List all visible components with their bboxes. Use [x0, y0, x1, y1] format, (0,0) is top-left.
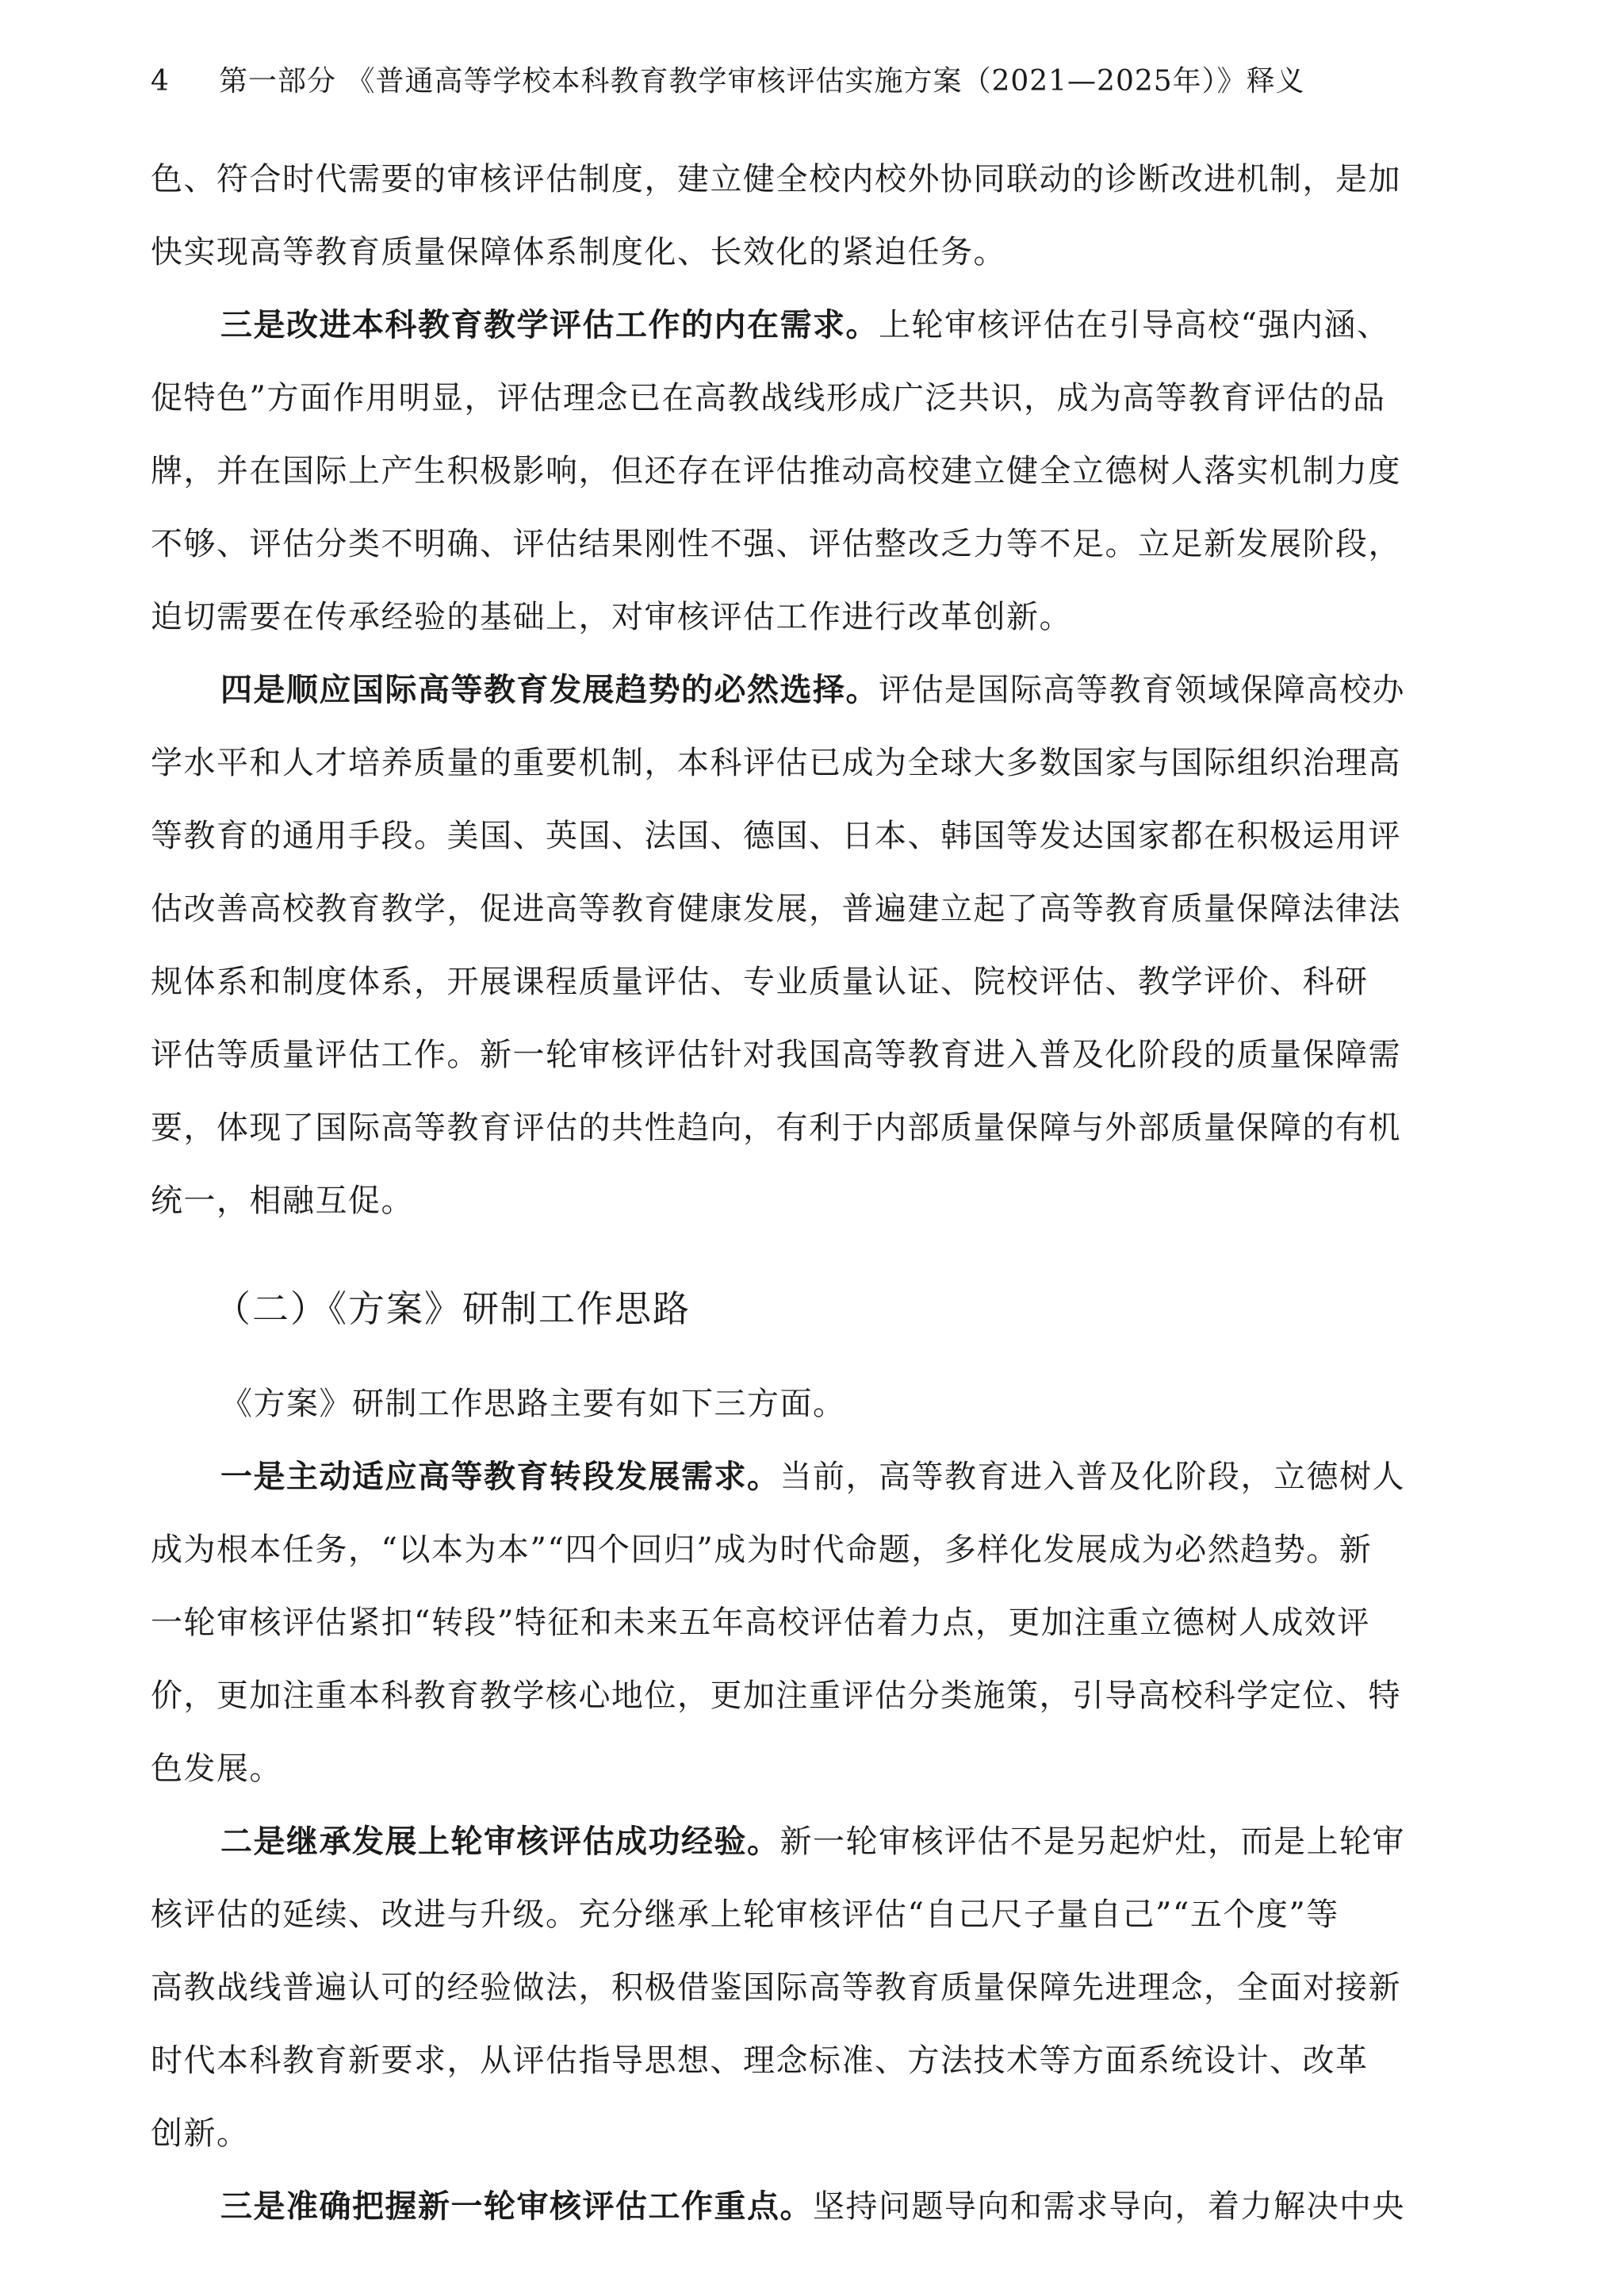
paragraph-1: [151, 143, 1467, 289]
text-line: 估改善高校教育教学，促进高等教育健康发展，普遍建立起了高等教育质量保障法律法: [151, 891, 1401, 927]
text-line: [151, 289, 1467, 362]
paragraph-4: [151, 1367, 1467, 1440]
running-header: [151, 62, 1305, 102]
text-line: 规体系和制度体系，开展课程质量评估、专业质量认证、院校评估、教学评价、科研: [151, 964, 1369, 1000]
text-line: 要，体现了国际高等教育评估的共性趋向，有利于内部质量保障与外部质量保障的有机: [151, 1110, 1401, 1146]
paragraph-2: [151, 289, 1467, 654]
text-line: 色发展。: [151, 1750, 282, 1787]
text-line: 快实现高等教育质量保障体系制度化、长效化的紧迫任务。: [151, 234, 1006, 270]
text-run: 上轮审核评估在引导高校“强内涵、: [879, 307, 1390, 343]
paragraph-lead: 二是继承发展上轮审核评估成功经验。: [220, 1823, 780, 1860]
text-line: [151, 1440, 1467, 1513]
paragraph-3: [151, 654, 1467, 1237]
body-text: [151, 143, 1467, 2243]
paragraph-7: [151, 2170, 1467, 2243]
text-line: [151, 2170, 1467, 2243]
text-line: 评估等质量评估工作。新一轮审核评估针对我国高等教育进入普及化阶段的质量保障需: [151, 1037, 1401, 1073]
text-line: [151, 654, 1467, 727]
text-run: 当前，高等教育进入普及化阶段，立德树人: [779, 1459, 1405, 1495]
paragraph-lead: 一是主动适应高等教育转段发展需求。: [220, 1459, 780, 1495]
paragraph-lead: 三是准确把握新一轮审核评估工作重点。: [220, 2188, 813, 2225]
page-number: 4: [151, 65, 170, 98]
text-run: 新一轮审核评估不是另起炉灶，而是上轮审: [779, 1823, 1405, 1860]
text-line: 价，更加注重本科教育教学核心地位，更加注重评估分类施策，引导高校科学定位、特: [151, 1678, 1401, 1714]
text-line: 统一，相融互促。: [151, 1183, 414, 1219]
text-line: 成为根本任务，“以本为本”“四个回归”成为时代命题，多样化发展成为必然趋势。新: [151, 1532, 1373, 1568]
text-line: 等教育的通用手段。美国、英国、法国、德国、日本、韩国等发达国家都在积极运用评: [151, 818, 1401, 854]
text-line: 促特色”方面作用明显，评估理念已在高教战线形成广泛共识，成为高等教育评估的品: [151, 380, 1386, 416]
text-line: 学水平和人才培养质量的重要机制，本科评估已成为全球大多数国家与国际组织治理高: [151, 745, 1401, 781]
paragraph-lead: 三是改进本科教育教学评估工作的内在需求。: [220, 307, 879, 343]
text-line: 《方案》研制工作思路主要有如下三方面。: [220, 1386, 846, 1422]
text-run: 评估是国际高等教育领域保障高校办: [879, 672, 1405, 708]
text-line: 时代本科教育新要求，从评估指导思想、理念标准、方法技术等方面系统设计、改革: [151, 2042, 1369, 2079]
text-line: 不够、评估分类不明确、评估结果刚性不强、评估整改乏力等不足。立足新发展阶段，: [151, 526, 1401, 562]
section-heading: （二）《方案》研制工作思路: [214, 1287, 691, 1330]
paragraph-5: [151, 1440, 1467, 1805]
text-run: 坚持问题导向和需求导向，着力解决中央: [813, 2188, 1405, 2225]
text-line: 核评估的延续、改进与升级。充分继承上轮审核评估“自己尺子量自己”“五个度”等: [151, 1896, 1339, 1933]
text-line: 一轮审核评估紧扣“转段”特征和未来五年高校评估着力点，更加注重立德树人成效评: [151, 1605, 1370, 1641]
text-line: 迫切需要在传承经验的基础上，对审核评估工作进行改革创新。: [151, 599, 1072, 635]
text-line: 色、符合时代需要的审核评估制度，建立健全校内校外协同联动的诊断改进机制，是加: [151, 161, 1401, 197]
running-header-title: 第一部分 《普通高等学校本科教育教学审核评估实施方案（2021—2025年）》释义: [219, 65, 1305, 98]
paragraph-6: [151, 1805, 1467, 2170]
text-line: 高教战线普遍认可的经验做法，积极借鉴国际高等教育质量保障先进理念，全面对接新: [151, 1969, 1401, 2006]
text-line: [151, 1805, 1467, 1878]
text-line: 创新。: [151, 2115, 250, 2152]
paragraph-lead: 四是顺应国际高等教育发展趋势的必然选择。: [220, 672, 879, 708]
text-line: 牌，并在国际上产生积极影响，但还存在评估推动高校建立健全立德树人落实机制力度: [151, 453, 1401, 489]
